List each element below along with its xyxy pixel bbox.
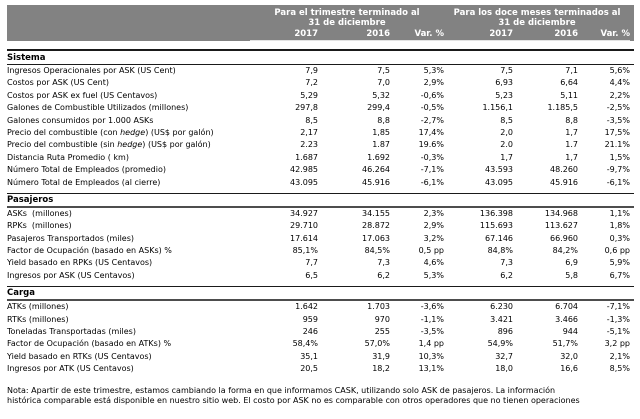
value-y-2017: 1.156,1 <box>482 103 513 113</box>
value-q-2016: 1.703 <box>367 302 390 312</box>
table-row <box>7 115 634 127</box>
value-y-2017: 43.593 <box>485 165 513 175</box>
table-row <box>7 152 634 164</box>
value-y-2016: 48.260 <box>550 165 578 175</box>
value-y-2017: 84,8% <box>487 246 513 256</box>
value-q-2017: 7,9 <box>305 66 318 75</box>
value-y-var: 21.1% <box>604 140 630 150</box>
table-row <box>7 177 634 189</box>
section-title: Sistema <box>7 49 634 65</box>
value-q-2017: 7,7 <box>305 258 318 268</box>
value-q-2016: 6,2 <box>377 270 390 280</box>
value-y-2017: 18,0 <box>495 364 513 374</box>
column-header-y-2016: 2016 <box>513 29 578 41</box>
value-y-var: 5,6% <box>609 66 630 75</box>
value-q-2017: 1.642 <box>295 302 318 312</box>
value-q-2016: 1.692 <box>367 152 390 162</box>
value-y-2017: 136.398 <box>479 208 513 218</box>
value-q-2017: 8,5 <box>305 115 318 125</box>
value-y-2016: 1,7 <box>565 152 578 162</box>
value-q-2017: 2.23 <box>300 140 318 150</box>
table-row <box>7 164 634 176</box>
value-q-var: -0,3% <box>420 152 444 162</box>
column-group-twelve-months-line1: Para los doce meses terminados al <box>453 8 621 18</box>
value-q-var: 13,1% <box>418 364 444 374</box>
value-q-2016: 34.155 <box>362 208 390 218</box>
table-row <box>7 257 634 269</box>
column-group-twelve-months-line2: 31 de diciembre <box>498 18 576 28</box>
value-q-var: 10,3% <box>418 351 444 361</box>
value-y-2017: 1,7 <box>500 152 513 162</box>
table-row <box>7 363 634 375</box>
value-y-2017: 6.230 <box>490 302 513 312</box>
value-y-2016: 8,8 <box>565 115 578 125</box>
value-y-2016: 5,8 <box>565 270 578 280</box>
value-y-var: -1,3% <box>606 314 630 324</box>
value-y-2016: 66.960 <box>550 233 578 243</box>
value-q-2017: 5,29 <box>300 90 318 100</box>
value-q-var: -1,1% <box>420 314 444 324</box>
section-title: Carga <box>7 286 634 301</box>
value-y-2016: 944 <box>562 327 578 337</box>
row-label: ASKs (millones) <box>7 208 72 218</box>
value-q-2017: 7,2 <box>305 78 318 88</box>
table-row <box>7 326 634 338</box>
row-label: Pasajeros Transportados (miles) <box>7 233 134 243</box>
value-y-2016: 1.185,5 <box>547 103 578 113</box>
value-y-2016: 134.968 <box>544 208 578 218</box>
value-q-2017: 2,17 <box>300 127 318 137</box>
value-y-var: 1,1% <box>609 208 630 218</box>
value-q-2016: 31,9 <box>372 351 390 361</box>
value-q-2017: 43.095 <box>290 177 318 187</box>
row-label: Ingresos Operacionales por ASK (US Cent) <box>7 66 176 75</box>
table-row <box>7 102 634 114</box>
value-y-2017: 5,23 <box>495 90 513 100</box>
value-y-2017: 67.146 <box>485 233 513 243</box>
column-header-q-var: Var. % <box>390 29 444 41</box>
value-y-var: -5,1% <box>606 327 630 337</box>
row-label: Costos por ASK (US Cent) <box>7 78 109 88</box>
value-q-2016: 46.264 <box>362 165 390 175</box>
value-y-var: 8,5% <box>609 364 630 374</box>
value-q-2017: 959 <box>302 314 318 324</box>
column-group-quarter <box>250 5 444 28</box>
table-header-band <box>7 5 634 41</box>
value-q-2016: 970 <box>374 314 390 324</box>
value-y-var: 5,9% <box>609 258 630 268</box>
table-row <box>7 90 634 102</box>
row-label: Ingresos por ATK (US Centavos) <box>7 364 134 374</box>
value-y-2017: 115.693 <box>479 221 513 231</box>
value-y-var: 2,1% <box>609 351 630 361</box>
value-y-2017: 2,0 <box>500 127 513 137</box>
table-row <box>7 139 634 151</box>
value-y-2017: 6,2 <box>500 270 513 280</box>
table-row <box>7 338 634 350</box>
row-label: Toneladas Transportadas (miles) <box>7 327 136 337</box>
value-y-var: 0,3% <box>609 233 630 243</box>
value-q-2017: 246 <box>302 327 318 337</box>
row-label: Ingresos por ASK (US Centavos) <box>7 270 135 280</box>
value-y-2016: 3.466 <box>555 314 578 324</box>
value-q-var: 2,9% <box>423 221 444 231</box>
value-q-2016: 17.063 <box>362 233 390 243</box>
value-q-var: 2,3% <box>423 208 444 218</box>
value-y-2017: 3.421 <box>490 314 513 324</box>
value-y-var: -9,7% <box>606 165 630 175</box>
value-q-var: -3,6% <box>420 302 444 312</box>
value-q-2017: 17.614 <box>290 233 318 243</box>
footnote <box>7 386 634 407</box>
value-y-2017: 43.095 <box>485 177 513 187</box>
value-y-var: 3,2 pp <box>604 339 630 349</box>
value-q-2016: 1.87 <box>372 140 390 150</box>
value-q-var: 0,5 pp <box>418 246 444 256</box>
section-pasajeros <box>7 193 634 282</box>
value-q-var: 17,4% <box>418 127 444 137</box>
table-row <box>7 270 634 282</box>
value-y-var: -3,5% <box>606 115 630 125</box>
table-row <box>7 245 634 257</box>
value-y-2016: 6.704 <box>555 302 578 312</box>
value-q-2016: 299,4 <box>367 103 390 113</box>
value-y-2016: 1,7 <box>565 127 578 137</box>
value-q-2017: 6,5 <box>305 270 318 280</box>
value-y-2017: 32,7 <box>495 351 513 361</box>
row-label: ATKs (millones) <box>7 302 69 312</box>
value-y-2016: 32,0 <box>560 351 578 361</box>
value-q-2017: 58,4% <box>292 339 318 349</box>
row-label: Número Total de Empleados (promedio) <box>7 165 166 175</box>
value-q-var: -6,1% <box>420 177 444 187</box>
value-q-var: -0,5% <box>420 103 444 113</box>
value-y-2016: 6,9 <box>565 258 578 268</box>
value-q-2016: 8,8 <box>377 115 390 125</box>
row-label: Costos por ASK ex fuel (US Centavos) <box>7 90 158 100</box>
value-q-2016: 255 <box>374 327 390 337</box>
row-label: Galones de Combustible Utilizados (millones) <box>7 103 189 113</box>
value-y-2016: 84,2% <box>552 246 578 256</box>
row-label: Yield basado en RTKs (US Centavos) <box>7 351 152 361</box>
value-y-2017: 7,3 <box>500 258 513 268</box>
value-q-2017: 1.687 <box>295 152 318 162</box>
value-q-var: -2,7% <box>420 115 444 125</box>
column-header-y-var: Var. % <box>578 29 630 41</box>
value-y-2016: 113.627 <box>544 221 578 231</box>
value-y-var: 2,2% <box>609 90 630 100</box>
value-y-var: 6,7% <box>609 270 630 280</box>
value-q-2017: 35,1 <box>300 351 318 361</box>
table-row <box>7 351 634 363</box>
row-label: Distancia Ruta Promedio ( km) <box>7 152 129 162</box>
value-q-2017: 34.927 <box>290 208 318 218</box>
table-row <box>7 220 634 232</box>
value-y-2017: 6,93 <box>495 78 513 88</box>
value-q-2017: 297,8 <box>295 103 318 113</box>
value-q-var: 2,9% <box>423 78 444 88</box>
value-y-2017: 8,5 <box>500 115 513 125</box>
value-y-var: -6,1% <box>606 177 630 187</box>
column-header-y-2017: 2017 <box>444 29 513 41</box>
value-q-2016: 57,0% <box>364 339 390 349</box>
value-y-var: 1,5% <box>609 152 630 162</box>
column-header-q-2017: 2017 <box>250 29 318 41</box>
value-y-2016: 7,1 <box>565 66 578 75</box>
value-q-2016: 5,32 <box>372 90 390 100</box>
row-label: Factor de Ocupación (basado en ATKs) % <box>7 339 172 349</box>
value-y-2016: 1.7 <box>565 140 578 150</box>
value-y-2016: 16,6 <box>560 364 578 374</box>
table-row <box>7 233 634 245</box>
section-sistema <box>7 49 634 189</box>
value-q-var: 19.6% <box>418 140 444 150</box>
value-q-2016: 28.872 <box>362 221 390 231</box>
value-q-var: -7,1% <box>420 165 444 175</box>
section-carga <box>7 286 634 375</box>
table-row <box>7 65 634 77</box>
value-y-var: 0,6 pp <box>604 246 630 256</box>
row-label: RPKs (millones) <box>7 221 72 231</box>
footnote-line-2: histórica comparable está disponible en nuestro sitio web. El costo por ASK no es comparable con otros operadores que no tienen operaciones <box>7 396 580 406</box>
column-group-twelve-months <box>444 5 630 28</box>
table-row <box>7 314 634 326</box>
value-y-var: -2,5% <box>606 103 630 113</box>
value-y-2016: 5,11 <box>560 90 578 100</box>
section-title: Pasajeros <box>7 193 634 208</box>
value-q-2016: 7,0 <box>377 78 390 88</box>
row-label: Precio del combustible (con hedge) (US$ por galón) <box>7 127 214 137</box>
value-q-2017: 42.985 <box>290 165 318 175</box>
value-q-2016: 1,85 <box>372 127 390 137</box>
value-q-2016: 18,2 <box>372 364 390 374</box>
row-label: Precio del combustible (sin hedge) (US$ por galón) <box>7 140 211 150</box>
value-q-var: 1,4 pp <box>418 339 444 349</box>
row-label: Galones consumidos por 1.000 ASKs <box>7 115 154 125</box>
value-q-var: 5,3% <box>423 270 444 280</box>
row-label: Yield basado en RPKs (US Centavos) <box>7 258 153 268</box>
value-q-2017: 29.710 <box>290 221 318 231</box>
value-y-var: 4,4% <box>609 78 630 88</box>
value-q-2017: 85,1% <box>292 246 318 256</box>
column-header-q-2016: 2016 <box>318 29 390 41</box>
value-q-var: -0,6% <box>420 90 444 100</box>
row-label: Número Total de Empleados (al cierre) <box>7 177 161 187</box>
value-y-2017: 2.0 <box>500 140 513 150</box>
table-row <box>7 77 634 89</box>
value-q-2016: 7,3 <box>377 258 390 268</box>
value-y-2016: 51,7% <box>552 339 578 349</box>
table-row <box>7 301 634 313</box>
row-label: RTKs (millones) <box>7 314 69 324</box>
table-row <box>7 127 634 139</box>
table-row <box>7 208 634 220</box>
value-q-2016: 45.916 <box>362 177 390 187</box>
value-y-var: 17,5% <box>604 127 630 137</box>
value-q-2016: 84,5% <box>364 246 390 256</box>
row-label: Factor de Ocupación (basado en ASKs) % <box>7 246 172 256</box>
value-q-var: 4,6% <box>423 258 444 268</box>
column-group-quarter-line1: Para el trimestre terminado al <box>274 8 420 18</box>
value-y-2017: 896 <box>497 327 513 337</box>
value-q-var: 5,3% <box>423 66 444 75</box>
value-y-var: -7,1% <box>606 302 630 312</box>
value-q-var: -3,5% <box>420 327 444 337</box>
value-q-2016: 7,5 <box>377 66 390 75</box>
value-y-var: 1,8% <box>609 221 630 231</box>
value-y-2016: 45.916 <box>550 177 578 187</box>
value-q-2017: 20,5 <box>300 364 318 374</box>
column-group-quarter-line2: 31 de diciembre <box>308 18 386 28</box>
value-q-var: 3,2% <box>423 233 444 243</box>
value-y-2017: 7,5 <box>500 66 513 75</box>
footnote-line-1: Nota: Apartir de este trimestre, estamos cambiando la forma en que informamos CASK, utilizando solo ASK de pasajeros. La información <box>7 385 556 395</box>
value-y-2017: 54,9% <box>487 339 513 349</box>
value-y-2016: 6,64 <box>560 78 578 88</box>
